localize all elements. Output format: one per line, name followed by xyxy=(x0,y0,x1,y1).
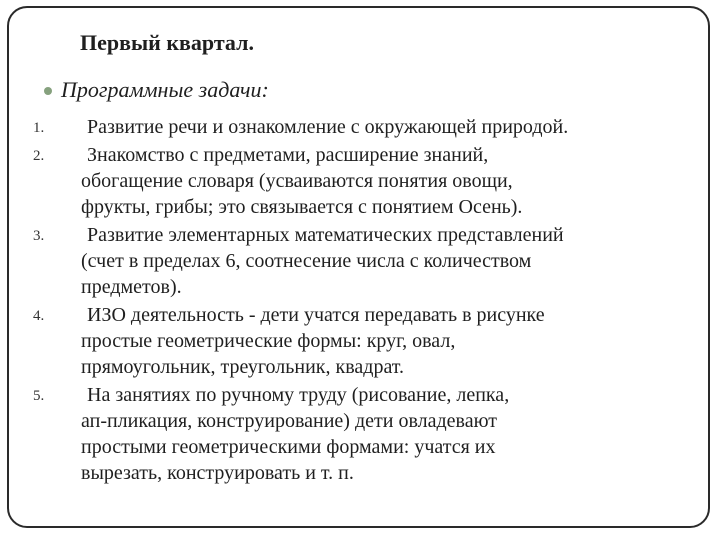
item-text-line: Развитие речи и ознакомление с окружающей природой. xyxy=(87,116,569,138)
item-number: 2. xyxy=(33,148,45,164)
item-text-line: Развитие элементарных математических представлений xyxy=(87,224,564,246)
subheading-row xyxy=(44,77,269,103)
bullet-icon xyxy=(44,87,52,95)
item-text-line: простые геометрические формы: круг, овал, xyxy=(81,330,456,352)
item-text-line: обогащение словаря (усваиваются понятия овощи, xyxy=(81,170,513,192)
list-item xyxy=(33,382,703,486)
item-number: 1. xyxy=(33,120,45,136)
item-number: 4. xyxy=(33,308,45,324)
item-text-line: ап-пликация, конструирование) дети овладевают xyxy=(81,410,498,432)
task-list xyxy=(33,114,703,488)
item-text-line: предметов). xyxy=(81,276,182,298)
item-text-line: вырезать, конструировать и т. п. xyxy=(81,462,354,484)
item-number: 3. xyxy=(33,228,45,244)
item-text-line: прямоугольник, треугольник, квадрат. xyxy=(81,356,405,378)
list-item xyxy=(33,114,703,140)
slide-title: Первый квартал. xyxy=(80,30,254,55)
list-item xyxy=(33,142,703,220)
item-text-line: На занятиях по ручному труду (рисование, лепка, xyxy=(87,384,510,406)
item-text-line: фрукты, грибы; это связывается с понятием Осень). xyxy=(81,196,523,218)
list-item xyxy=(33,302,703,380)
list-item xyxy=(33,222,703,300)
item-text-line: (счет в пределах 6, соотнесение числа с количеством xyxy=(81,250,532,272)
item-number: 5. xyxy=(33,388,45,404)
item-text-line: ИЗО деятельность - дети учатся передавать в рисунке xyxy=(87,304,545,326)
subheading: Программные задачи: xyxy=(61,77,269,102)
item-text-line: Знакомство с предметами, расширение знаний, xyxy=(87,144,489,166)
item-text-line: простыми геометрическими формами: учатся их xyxy=(81,436,496,458)
